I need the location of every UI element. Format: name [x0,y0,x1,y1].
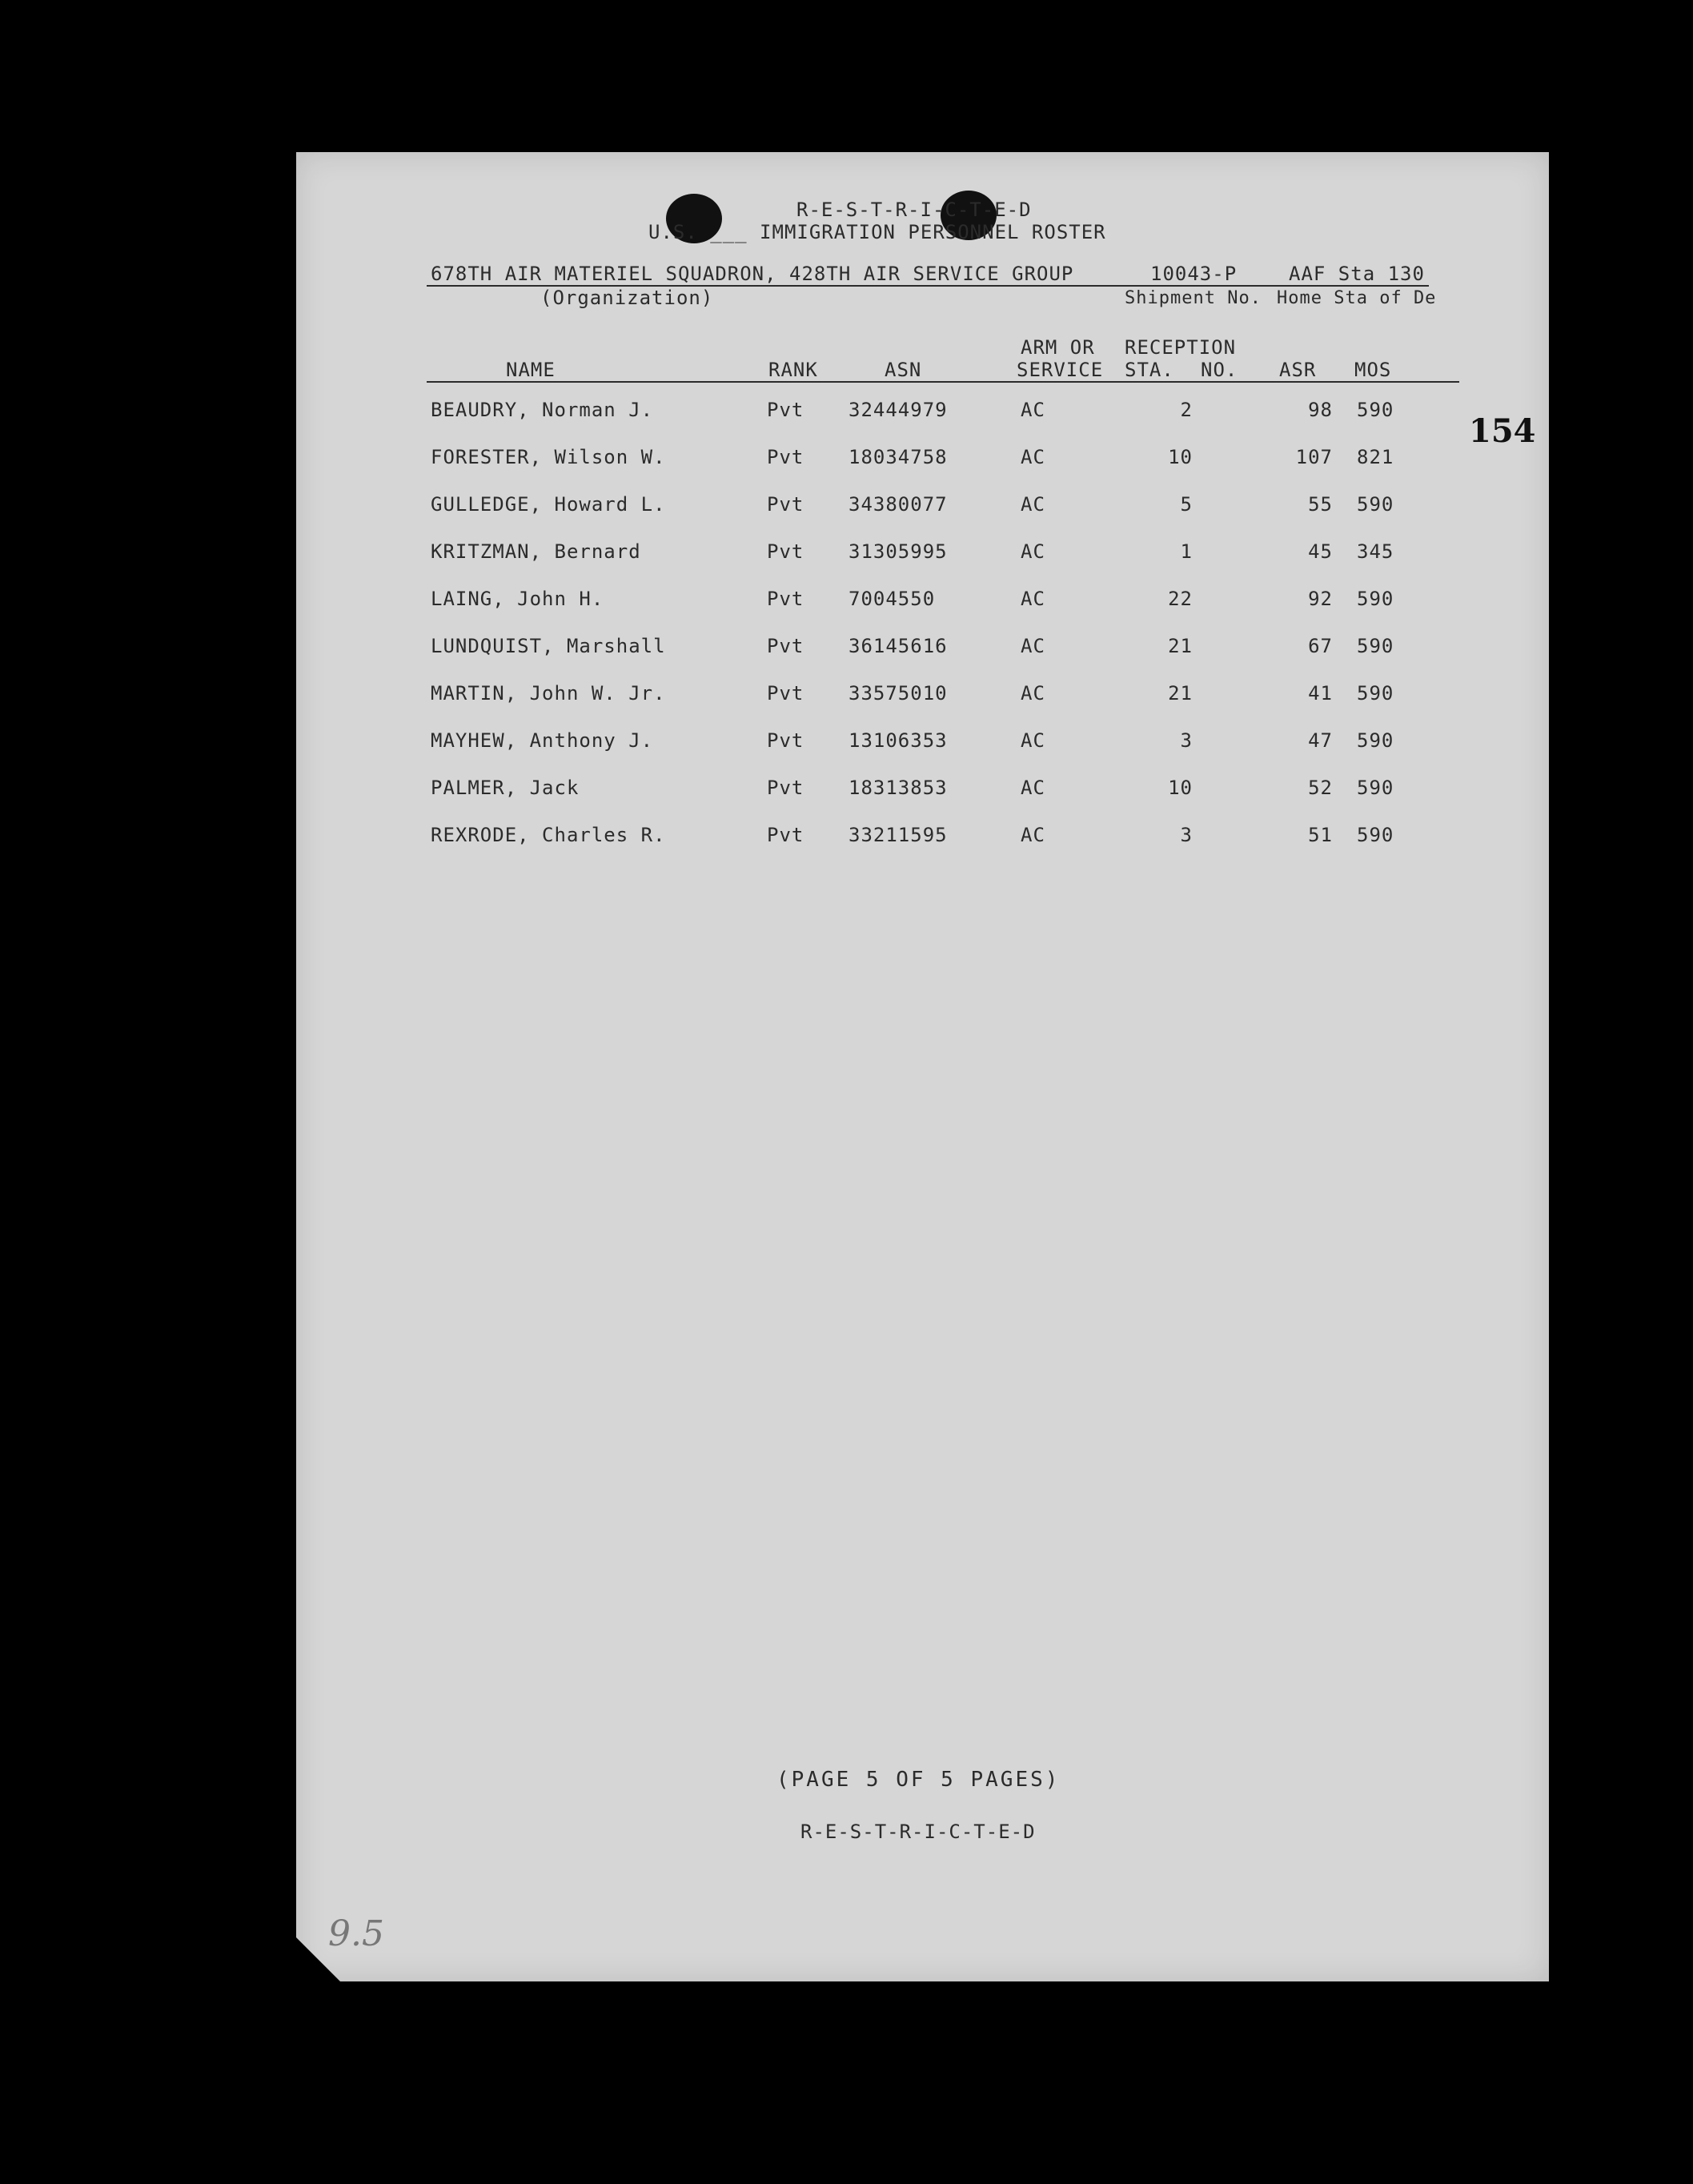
cell-asr: 107 [1295,446,1333,468]
table-row [296,446,1549,478]
cell-mos: 590 [1357,777,1394,799]
cell-name: PALMER, Jack [431,777,580,799]
form-title: U.S. ___ IMMIGRATION PERSONNEL ROSTER [648,221,1106,243]
cell-name: BEAUDRY, Norman J. [431,399,654,421]
page-info: (PAGE 5 OF 5 PAGES) [776,1768,1061,1792]
cell-name: MAYHEW, Anthony J. [431,729,654,752]
cell-arm: AC [1021,493,1045,516]
cell-arm: AC [1021,682,1045,705]
cell-name: LAING, John H. [431,588,604,610]
cell-rank: Pvt [767,588,804,610]
cell-name: KRITZMAN, Bernard [431,540,641,563]
cell-mos: 345 [1357,540,1394,563]
organization: 678TH AIR MATERIEL SQUADRON, 428TH AIR SERVICE GROUP [431,263,1074,285]
cell-arm: AC [1021,729,1045,752]
cell-rank: Pvt [767,777,804,799]
col-rank: RANK [768,359,818,381]
cell-asr: 67 [1308,635,1333,657]
cell-rank: Pvt [767,399,804,421]
cell-sta: 3 [1180,729,1193,752]
cell-asn: 7004550 [849,588,936,610]
table-row [296,777,1549,809]
cell-mos: 590 [1357,635,1394,657]
col-arm-line1: ARM OR [1021,336,1095,359]
cell-asn: 18034758 [849,446,948,468]
cell-arm: AC [1021,588,1045,610]
cell-sta: 21 [1168,635,1193,657]
cell-mos: 821 [1357,446,1394,468]
cell-arm: AC [1021,635,1045,657]
cell-rank: Pvt [767,729,804,752]
cell-asr: 41 [1308,682,1333,705]
cell-rank: Pvt [767,446,804,468]
table-row [296,588,1549,620]
cell-name: GULLEDGE, Howard L. [431,493,666,516]
cell-asn: 33575010 [849,682,948,705]
cell-arm: AC [1021,540,1045,563]
cell-rank: Pvt [767,824,804,846]
cell-rank: Pvt [767,635,804,657]
table-row [296,493,1549,525]
shipment-label: Shipment No. [1125,288,1262,308]
cell-mos: 590 [1357,493,1394,516]
cell-rank: Pvt [767,540,804,563]
classification-bottom: R-E-S-T-R-I-C-T-E-D [800,1821,1036,1843]
col-mos: MOS [1354,359,1392,381]
cell-sta: 22 [1168,588,1193,610]
cell-name: FORESTER, Wilson W. [431,446,666,468]
cell-asn: 32444979 [849,399,948,421]
cell-sta: 2 [1180,399,1193,421]
col-reception-line1: RECEPTION [1125,336,1237,359]
cell-mos: 590 [1357,729,1394,752]
cell-sta: 10 [1168,777,1193,799]
cell-asr: 45 [1308,540,1333,563]
cell-mos: 590 [1357,824,1394,846]
cell-asr: 52 [1308,777,1333,799]
stamped-page-number: 154 [1469,412,1536,450]
col-arm-line2: SERVICE [1017,359,1104,381]
col-reception-sta: STA. [1125,359,1174,381]
document-sheet [296,152,1549,1981]
table-row [296,824,1549,856]
table-row [296,399,1549,431]
home-station: AAF Sta 130 [1289,263,1425,285]
cell-asr: 55 [1308,493,1333,516]
cell-asn: 13106353 [849,729,948,752]
home-station-label: Home Sta of De [1277,288,1437,308]
cell-mos: 590 [1357,399,1394,421]
cell-asn: 31305995 [849,540,948,563]
table-row [296,540,1549,572]
cell-arm: AC [1021,446,1045,468]
col-asn: ASN [885,359,922,381]
cell-rank: Pvt [767,493,804,516]
cell-asr: 47 [1308,729,1333,752]
cell-asr: 92 [1308,588,1333,610]
cell-mos: 590 [1357,588,1394,610]
cell-asr: 51 [1308,824,1333,846]
cell-arm: AC [1021,399,1045,421]
cell-asn: 33211595 [849,824,948,846]
table-row [296,635,1549,667]
cell-sta: 5 [1180,493,1193,516]
cell-asn: 18313853 [849,777,948,799]
cell-arm: AC [1021,777,1045,799]
cell-sta: 21 [1168,682,1193,705]
col-asr: ASR [1279,359,1317,381]
cell-sta: 10 [1168,446,1193,468]
classification-top: R-E-S-T-R-I-C-T-E-D [796,199,1032,221]
shipment-number: 10043-P [1150,263,1238,285]
cell-sta: 3 [1180,824,1193,846]
cell-arm: AC [1021,824,1045,846]
corner-fold [296,1937,340,1981]
table-row [296,682,1549,714]
cell-asn: 34380077 [849,493,948,516]
cell-rank: Pvt [767,682,804,705]
organization-label: (Organization) [540,287,714,309]
col-reception-no: NO. [1201,359,1238,381]
cell-mos: 590 [1357,682,1394,705]
column-header-underline [427,381,1459,383]
cell-name: REXRODE, Charles R. [431,824,666,846]
table-row [296,729,1549,761]
col-name: NAME [506,359,556,381]
cell-name: LUNDQUIST, Marshall [431,635,666,657]
cell-asr: 98 [1308,399,1333,421]
cell-name: MARTIN, John W. Jr. [431,682,666,705]
cell-asn: 36145616 [849,635,948,657]
cell-sta: 1 [1180,540,1193,563]
margin-note: 9.5 [328,1913,384,1954]
